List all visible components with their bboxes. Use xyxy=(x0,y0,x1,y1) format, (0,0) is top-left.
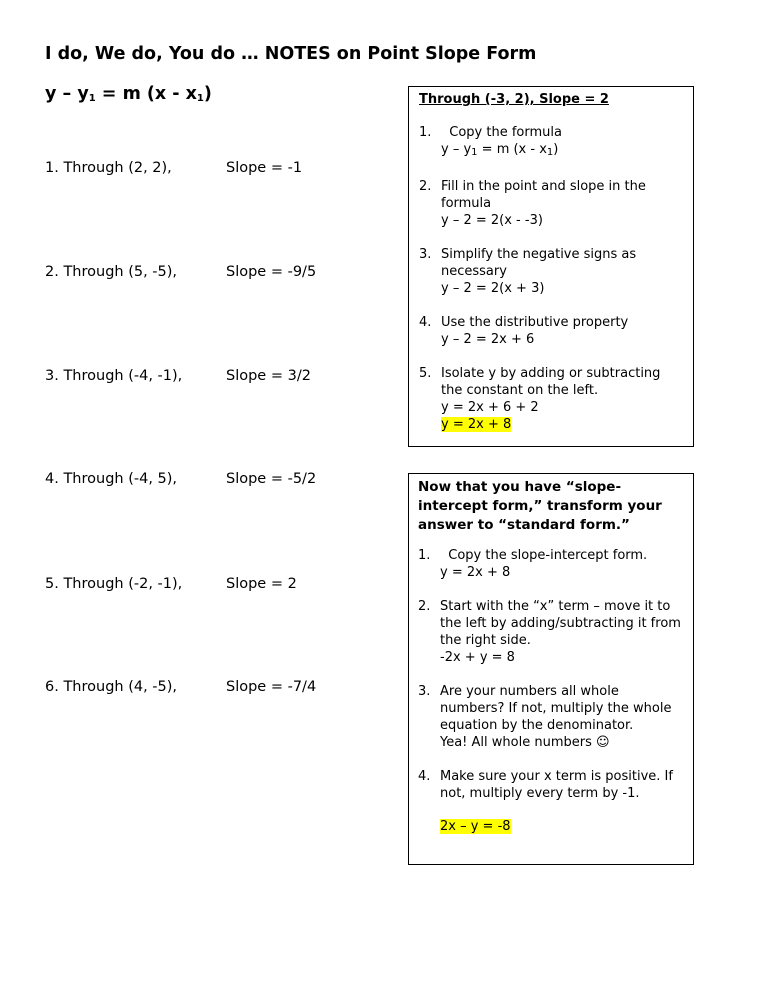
problem-2: 2. Through (5, -5), Slope = -9/5 xyxy=(45,264,317,280)
example-step-4: 4. Use the distributive property y – 2 = 2x + 6 xyxy=(419,315,629,347)
page-title: I do, We do, You do … NOTES on Point Slope Form xyxy=(45,44,537,64)
standard-step-4: 4. Make sure your x term is positive. If not, multiply every term by -1. 2x – y = -8 xyxy=(418,769,673,834)
standard-step-3: 3. Are your numbers all whole numbers? If not, multiply the whole equation by the denominator. Yea! All whole numbers ☺ xyxy=(418,684,672,750)
standard-form-title: Now that you have “slope-intercept form,” transform your answer to “standard form.” xyxy=(418,479,662,533)
problem-1: 1. Through (2, 2), Slope = -1 xyxy=(45,160,303,176)
problem-4: 4. Through (-4, 5), Slope = -5/2 xyxy=(45,471,317,487)
example-title: Through (-3, 2), Slope = 2 xyxy=(419,92,609,107)
worked-example-box xyxy=(408,86,694,447)
point-slope-formula: $y - y_1 = m$ $(x - x_1)$ xyxy=(45,84,212,104)
example-step-2: 2. Fill in the point and slope in the formula y – 2 = 2(x - -3) xyxy=(419,179,646,228)
problem-3: 3. Through (-4, -1), Slope = 3/2 xyxy=(45,368,311,384)
problem-6: 6. Through (4, -5), Slope = -7/4 xyxy=(45,679,317,695)
standard-form-box xyxy=(408,473,694,865)
example-step-5: 5. Isolate y by adding or subtracting the constant on the left. y = 2x + 6 + 2 y = 2x + 8 xyxy=(419,366,661,432)
standard-step-1: 1. Copy the slope-intercept form. y = 2x + 8 xyxy=(418,548,648,580)
standard-answer-highlight: 2x – y = -8 xyxy=(440,819,511,834)
example-step-3: 3. Simplify the negative signs as necessary y – 2 = 2(x + 3) xyxy=(419,247,637,296)
example-answer-highlight: y = 2x + 8 xyxy=(441,417,512,432)
standard-step-2: 2. Start with the “x” term – move it to the left by adding/subtracting it from the right side. -2x + y = 8 xyxy=(418,599,681,665)
example-step-1: 1. Copy the formula $y - y_1 = m$ $(x - x_1)$ xyxy=(419,125,562,158)
problem-5: 5. Through (-2, -1), Slope = 2 xyxy=(45,576,297,592)
